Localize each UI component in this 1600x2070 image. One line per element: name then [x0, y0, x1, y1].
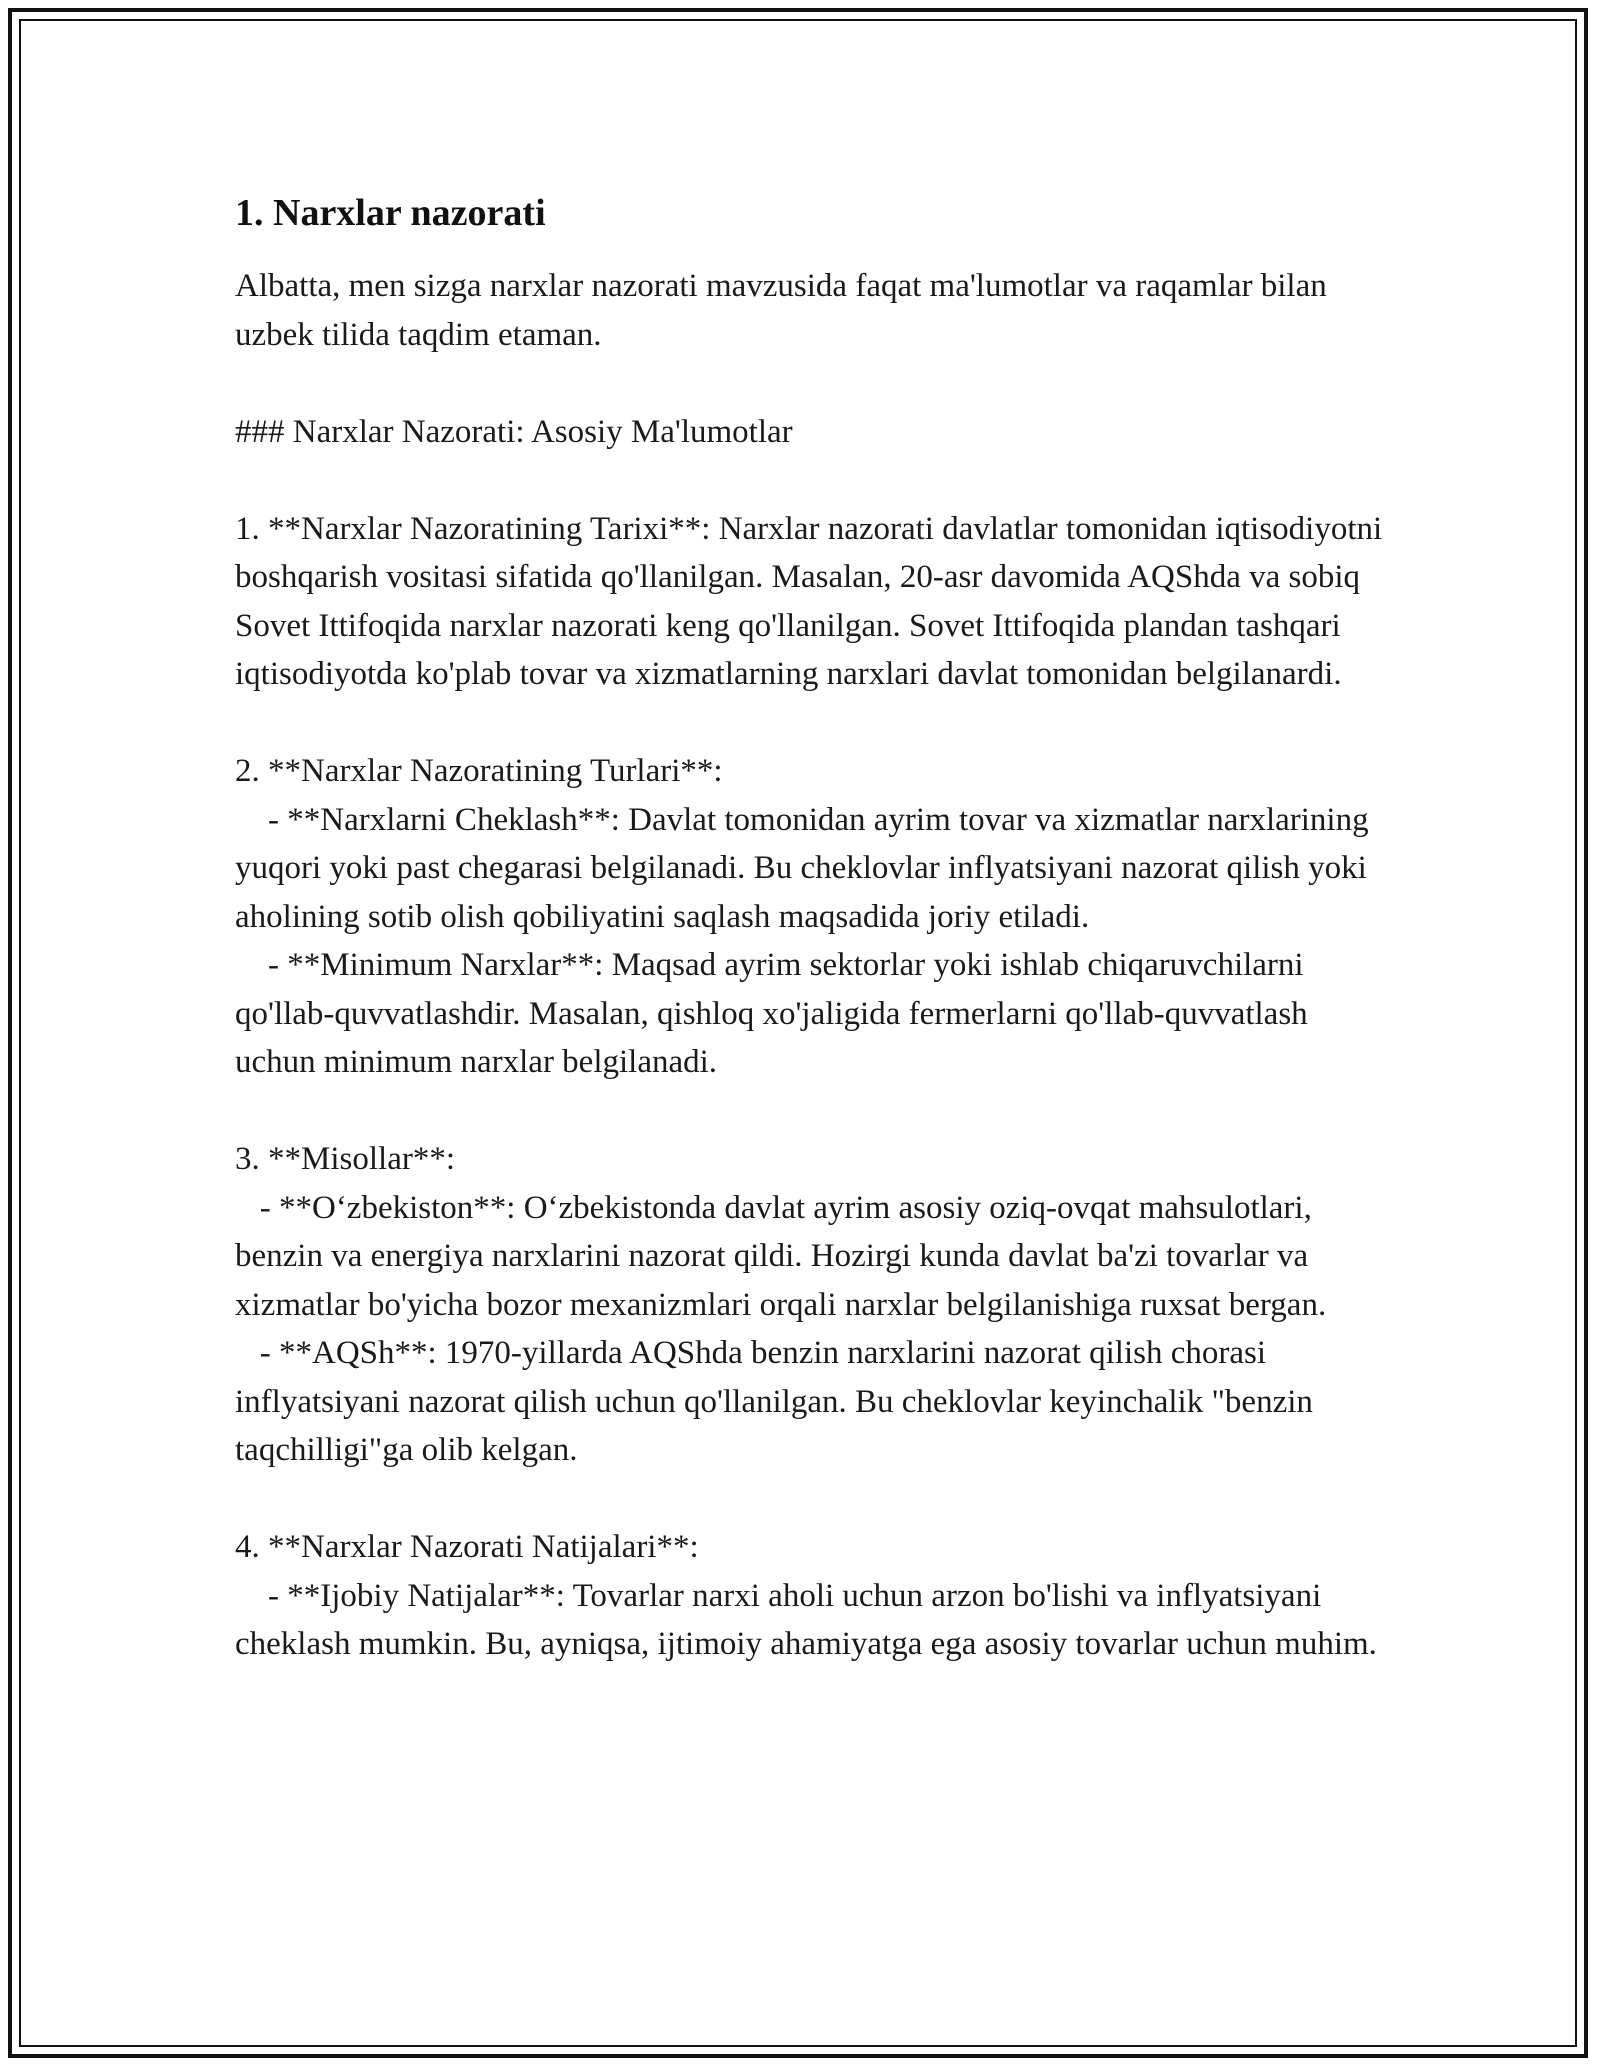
paragraph-spacer — [235, 1087, 1385, 1136]
section-types-item-minimum: - **Minimum Narxlar**: Maqsad ayrim sektorlar yoki ishlab chiqaruvchilarni qo'llab-quvvatlashdir. Masalan, qishloq xo'jaligida fermerlarni qo'llab-quvvatlash uchun minimum narxlar belgilanadi. — [235, 947, 1316, 1080]
intro-paragraph: Albatta, men sizga narxlar nazorati mavzusida faqat ma'lumotlar va raqamlar bilan uzbek tilida taqdim etaman. — [235, 268, 1335, 353]
section-examples-item-usa: - **AQSh**: 1970-yillarda AQShda benzin narxlarini nazorat qilish chorasi inflyatsiyani nazorat qilish uchun qo'llanilgan. Bu cheklovlar keyinchalik "benzin taqchilligi"ga olib kelgan. — [235, 1335, 1322, 1468]
subheading: ### Narxlar Nazorati: Asosiy Ma'lumotlar — [235, 413, 793, 450]
section-results-heading: 4. **Narxlar Nazorati Natijalari**: — [235, 1529, 699, 1565]
paragraph-spacer — [235, 359, 1385, 408]
document-body — [235, 188, 1391, 1669]
document-title: 1. Narxlar nazorati — [235, 192, 546, 234]
section-types-heading: 2. **Narxlar Nazoratining Turlari**: — [235, 753, 723, 789]
section-results-item-positive: - **Ijobiy Natijalar**: Tovarlar narxi aholi uchun arzon bo'lishi va inflyatsiyani cheklash mumkin. Bu, ayniqsa, ijtimoiy ahamiyatga ega asosiy tovarlar uchun muhim. — [235, 1577, 1377, 1662]
paragraph-spacer — [235, 1475, 1385, 1524]
paragraph-spacer — [235, 699, 1385, 748]
paragraph-spacer — [235, 456, 1385, 505]
section-types-item-limits: - **Narxlarni Cheklash**: Davlat tomonidan ayrim tovar va xizmatlar narxlarining yuqori yoki past chegarasi belgilanadi. Bu cheklovlar inflyatsiyani nazorat qilish yoki aholining sotib olish qobiliyatini saqlash maqsadida joriy etiladi. — [235, 801, 1377, 935]
section-examples-item-uzbekistan: - **O‘zbekiston**: O‘zbekistonda davlat ayrim asosiy oziq-ovqat mahsulotlari, benzin va energiya narxlarini nazorat qildi. Hozirgi kunda davlat ba'zi tovarlar va xizmatlar bo'yicha bozor mexanizmlari orqali narxlar belgilanishiga ruxsat bergan. — [235, 1189, 1327, 1323]
section-examples-heading: 3. **Misollar**: — [235, 1141, 455, 1177]
section-history: 1. **Narxlar Nazoratining Tarixi**: Narxlar nazorati davlatlar tomonidan iqtisodiyotni boshqarish vositasi sifatida qo'llanilgan. Masalan, 20-asr davomida AQShda va sobiq Sovet Ittifoqida narxlar nazorati keng qo'llanilgan. Sovet Ittifoqida plandan tashqari iqtisodiyotda ko'plab tovar va xizmatlarning narxlari davlat tomonidan belgilanardi. — [235, 510, 1391, 692]
